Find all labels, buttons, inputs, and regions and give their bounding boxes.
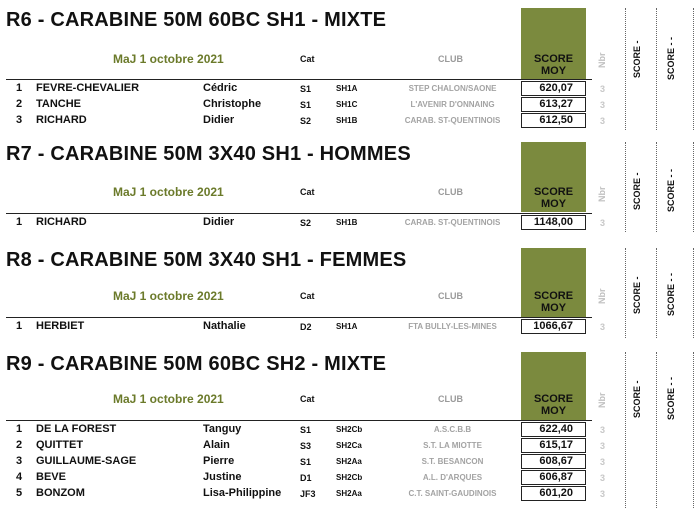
score: 601,20 <box>539 487 573 499</box>
col-header-club: CLUB <box>438 394 463 404</box>
category: S3 <box>300 441 312 451</box>
club: A.L. D'ARQUES <box>422 473 483 482</box>
club: STEP CHALON/SAONE <box>408 84 497 93</box>
col-header-score: SCORE MOY <box>533 393 574 417</box>
club: L'AVENIR D'ONNAING <box>410 100 495 109</box>
section-r8 <box>0 248 700 338</box>
col-header-cat: Cat <box>300 187 315 197</box>
col-header-score1: SCORE - <box>632 40 642 78</box>
first-name: Pierre <box>203 455 235 467</box>
col-header-score1: SCORE - <box>632 380 642 418</box>
club: C.T. SAINT-GAUDINOIS <box>408 489 497 498</box>
rank: 5 <box>15 487 23 499</box>
first-name: Tanguy <box>203 423 242 435</box>
score: 620,07 <box>539 82 573 94</box>
nbr: 3 <box>600 441 606 451</box>
club: CARAB. ST-QUENTINOIS <box>404 218 501 227</box>
class: SH1B <box>336 218 358 227</box>
table-row <box>0 81 700 97</box>
table-row <box>0 422 700 438</box>
category: D1 <box>300 473 312 483</box>
first-name: Nathalie <box>203 320 246 332</box>
last-name: RICHARD <box>36 114 87 126</box>
update-date: MaJ 1 octobre 2021 <box>113 289 224 303</box>
score: 606,87 <box>539 471 573 483</box>
col-header-nbr: Nbr <box>597 392 607 408</box>
category: S2 <box>300 218 312 228</box>
col-header-club: CLUB <box>438 54 463 64</box>
category: S1 <box>300 84 312 94</box>
header-rule <box>6 317 592 318</box>
nbr: 3 <box>600 84 606 94</box>
table-row <box>0 438 700 454</box>
table-row <box>0 97 700 113</box>
header-rule <box>6 420 592 421</box>
col-header-nbr: Nbr <box>597 52 607 68</box>
table-row <box>0 319 700 335</box>
category: S1 <box>300 457 312 467</box>
class: SH2Cb <box>336 473 363 482</box>
score: 615,17 <box>539 439 573 451</box>
table-row <box>0 454 700 470</box>
nbr: 3 <box>600 218 606 228</box>
col-header-nbr: Nbr <box>597 288 607 304</box>
nbr: 3 <box>600 489 606 499</box>
section-title: R8 - CARABINE 50M 3X40 SH1 - FEMMES <box>6 249 407 271</box>
score: 1148,00 <box>533 216 573 228</box>
rank: 1 <box>15 320 23 332</box>
col-header-score2: SCORE - - <box>666 36 676 80</box>
section-title: R9 - CARABINE 50M 60BC SH2 - MIXTE <box>6 353 387 375</box>
col-header-cat: Cat <box>300 394 315 404</box>
score: 608,67 <box>539 455 573 467</box>
header-rule <box>6 213 592 214</box>
section-title: R6 - CARABINE 50M 60BC SH1 - MIXTE <box>6 9 387 31</box>
category: S1 <box>300 425 312 435</box>
rank: 3 <box>15 114 23 126</box>
col-header-score: SCORE MOY <box>533 186 574 210</box>
rank: 3 <box>15 455 23 467</box>
class: SH1A <box>336 322 358 331</box>
club: S.T. LA MIOTTE <box>423 441 482 450</box>
section-title: R7 - CARABINE 50M 3X40 SH1 - HOMMES <box>6 143 411 165</box>
first-name: Didier <box>203 114 235 126</box>
table-row <box>0 215 700 231</box>
first-name: Alain <box>203 439 230 451</box>
first-name: Didier <box>203 216 235 228</box>
col-header-score1: SCORE - <box>632 172 642 210</box>
col-header-score: SCORE MOY <box>533 290 574 314</box>
first-name: Justine <box>203 471 242 483</box>
nbr: 3 <box>600 100 606 110</box>
rank: 2 <box>15 439 23 451</box>
class: SH2Aa <box>336 457 362 466</box>
last-name: RICHARD <box>36 216 87 228</box>
last-name: GUILLAUME-SAGE <box>36 455 137 467</box>
nbr: 3 <box>600 457 606 467</box>
col-header-score2: SCORE - - <box>666 376 676 420</box>
table-row <box>0 113 700 129</box>
col-header-score: SCORE MOY <box>533 53 574 77</box>
col-header-club: CLUB <box>438 291 463 301</box>
col-header-score1: SCORE - <box>632 276 642 314</box>
rank: 1 <box>15 216 23 228</box>
update-date: MaJ 1 octobre 2021 <box>113 52 224 66</box>
club: CARAB. ST-QUENTINOIS <box>404 116 501 125</box>
class: SH1C <box>336 100 358 109</box>
update-date: MaJ 1 octobre 2021 <box>113 392 224 406</box>
category: JF3 <box>300 489 316 499</box>
last-name: HERBIET <box>36 320 85 332</box>
first-name: Christophe <box>203 98 262 110</box>
club: FTA BULLY-LES-MINES <box>408 322 497 331</box>
col-header-score2: SCORE - - <box>666 272 676 316</box>
last-name: BEVE <box>36 471 66 483</box>
update-date: MaJ 1 octobre 2021 <box>113 185 224 199</box>
last-name: QUITTET <box>36 439 84 451</box>
col-header-club: CLUB <box>438 187 463 197</box>
nbr: 3 <box>600 473 606 483</box>
club: S.T. BESANCON <box>421 457 484 466</box>
class: SH2Cb <box>336 425 363 434</box>
last-name: FEVRE-CHEVALIER <box>36 82 140 94</box>
rank: 4 <box>15 471 23 483</box>
section-r6 <box>0 8 700 130</box>
header-rule <box>6 79 592 80</box>
score: 612,50 <box>539 114 573 126</box>
col-header-cat: Cat <box>300 54 315 64</box>
rank: 1 <box>15 423 23 435</box>
col-header-cat: Cat <box>300 291 315 301</box>
section-r9 <box>0 352 700 508</box>
class: SH2Aa <box>336 489 362 498</box>
class: SH1A <box>336 84 358 93</box>
first-name: Lisa-Philippine <box>203 487 282 499</box>
rank: 1 <box>15 82 23 94</box>
nbr: 3 <box>600 116 606 126</box>
last-name: BONZOM <box>36 487 85 499</box>
nbr: 3 <box>600 425 606 435</box>
rank: 2 <box>15 98 23 110</box>
last-name: TANCHE <box>36 98 82 110</box>
col-header-nbr: Nbr <box>597 186 607 202</box>
score: 622,40 <box>539 423 573 435</box>
club: A.S.C.B.B <box>433 425 472 434</box>
last-name: DE LA FOREST <box>36 423 117 435</box>
class: SH2Ca <box>336 441 362 450</box>
section-r7 <box>0 142 700 232</box>
category: S2 <box>300 116 312 126</box>
class: SH1B <box>336 116 358 125</box>
category: D2 <box>300 322 312 332</box>
category: S1 <box>300 100 312 110</box>
table-row <box>0 470 700 486</box>
first-name: Cédric <box>203 82 238 94</box>
score: 1066,67 <box>533 320 573 332</box>
table-row <box>0 486 700 502</box>
col-header-score2: SCORE - - <box>666 168 676 212</box>
nbr: 3 <box>600 322 606 332</box>
score: 613,27 <box>539 98 573 110</box>
